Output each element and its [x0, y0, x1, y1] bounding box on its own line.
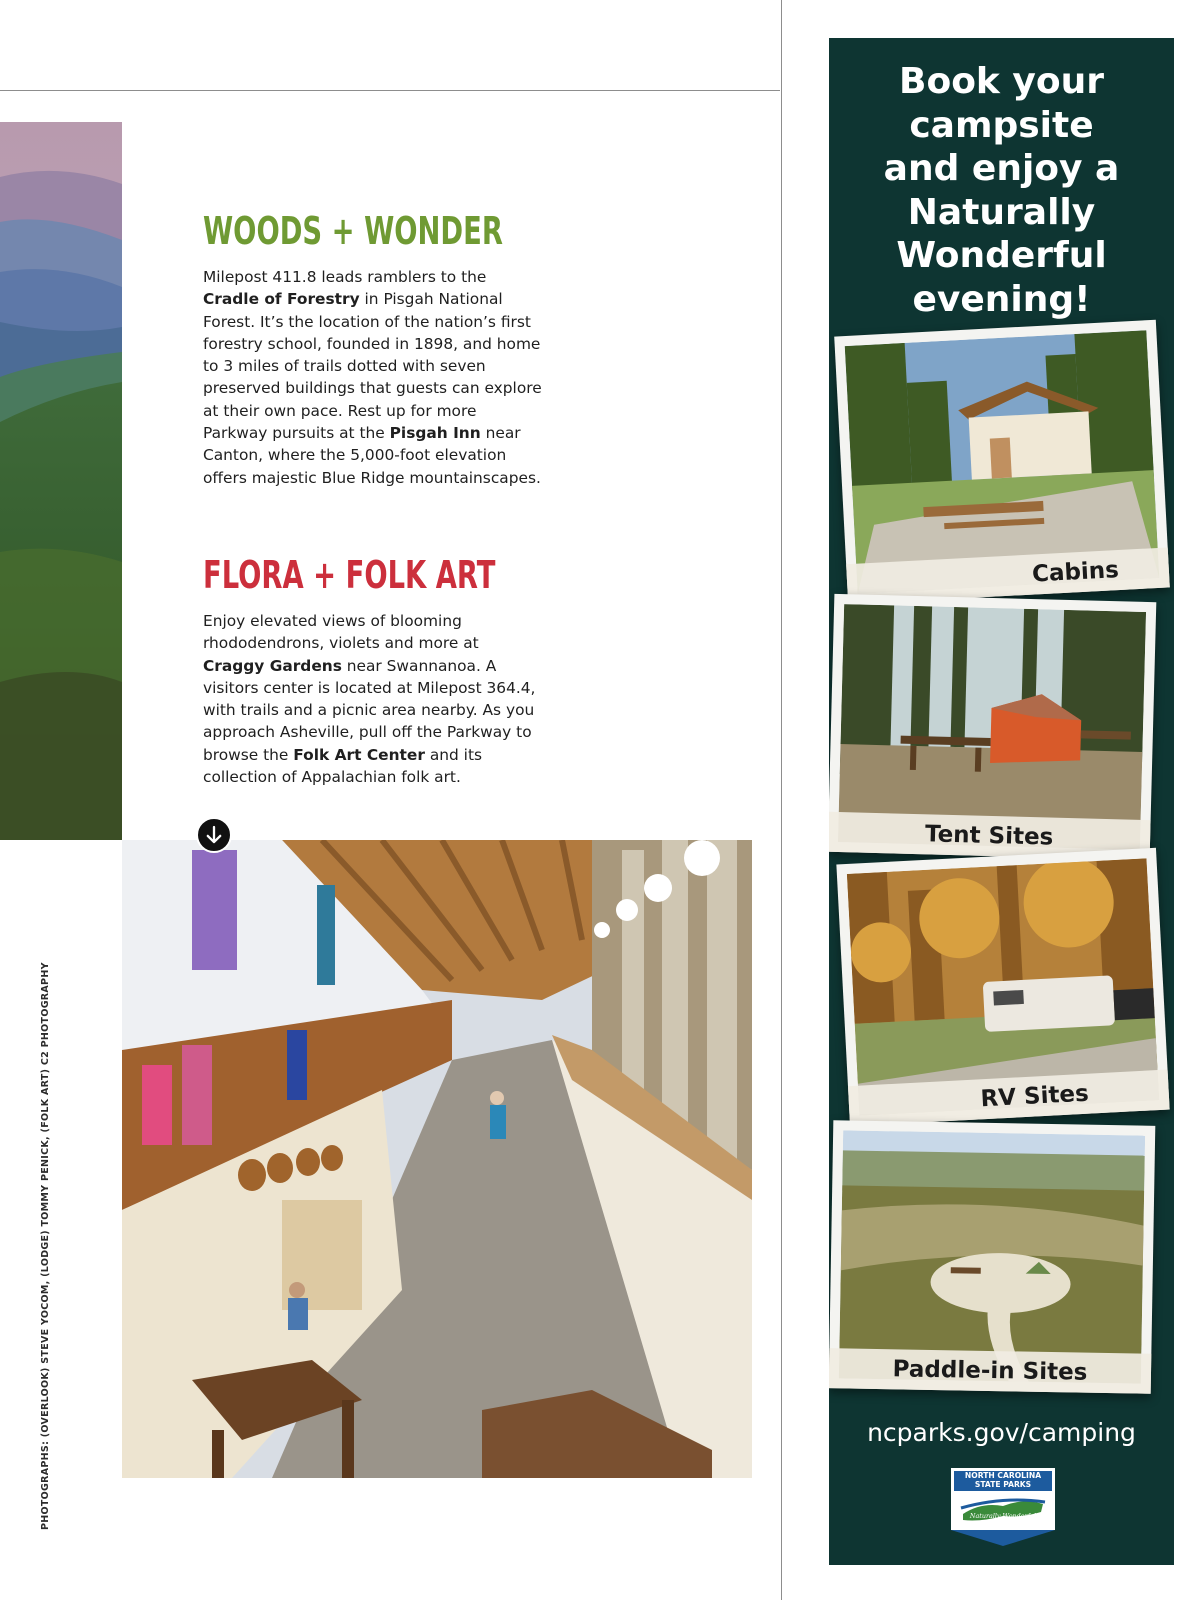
card-paddle-in-sites: [829, 1120, 1155, 1394]
heading-woods-wonder: WOODS + WONDER: [203, 209, 503, 253]
card-caption-cabins: Cabins: [846, 547, 1170, 604]
top-rule: [0, 90, 780, 91]
link-craggy-gardens: Craggy Gardens: [203, 656, 342, 675]
card-caption-paddle-in-sites: Paddle-in Sites: [829, 1348, 1151, 1394]
card-cabins: [834, 320, 1170, 604]
card-caption-rv-sites: RV Sites: [848, 1070, 1170, 1127]
article-woods-wonder: [203, 208, 543, 489]
link-pisgah-inn: Pisgah Inn: [389, 424, 481, 443]
column-divider: [781, 0, 782, 1600]
logo-tagline: Naturally Wonderful: [969, 1512, 1037, 1520]
link-folk-art-center: Folk Art Center: [293, 745, 425, 764]
arrow-down-icon: [196, 817, 232, 853]
card-rv-sites: [836, 848, 1169, 1126]
link-cradle-of-forestry: Cradle of Forestry: [203, 290, 360, 309]
body-flora-folk-art: Enjoy elevated views of blooming rhododendrons, violets and more at Craggy Gardens near Swannanoa. A visitors center is located at Milepost 364.4, with trails and a picnic area nearby. As you approach Asheville, pull off the Parkway to browse the Folk Art Center and its collection of Appalachian folk art.: [203, 612, 536, 787]
body-woods-wonder: Milepost 411.8 leads ramblers to the Cradle of Forestry in Pisgah National Forest. It’s the location of the nation’s first forestry school, founded in 1898, and home to 3 miles of trails dotted with seven preserved buildings that guests can explore at their own pace. Rest up for more Parkway pursuits at the Pisgah Inn near Canton, where the 5,000-foot elevation offers majestic Blue Ridge mountainscapes.: [203, 268, 542, 487]
folk-art-center-photo: [122, 840, 752, 1478]
photo-credit: PHOTOGRAPHS: (OVERLOOK) STEVE YOCOM, (LODGE) TOMMY PENICK, (FOLK ART) C2 PHOTOGRAPHY: [40, 962, 51, 1530]
logo-wordmark: NORTH CAROLINA STATE PARKS: [964, 1471, 1042, 1489]
card-caption-tent-sites: Tent Sites: [829, 812, 1151, 860]
ad-url[interactable]: ncparks.gov/camping: [867, 1418, 1136, 1447]
card-tent-sites: [829, 594, 1156, 860]
ad-headline: Book your campsite and enjoy a Naturally Wonderful evening!: [883, 61, 1120, 320]
article-flora-folk-art: [203, 552, 543, 788]
heading-flora-folk-art: FLORA + FOLK ART: [203, 553, 496, 597]
overlook-photo: [0, 122, 122, 840]
camping-advertisement[interactable]: [829, 38, 1174, 1565]
